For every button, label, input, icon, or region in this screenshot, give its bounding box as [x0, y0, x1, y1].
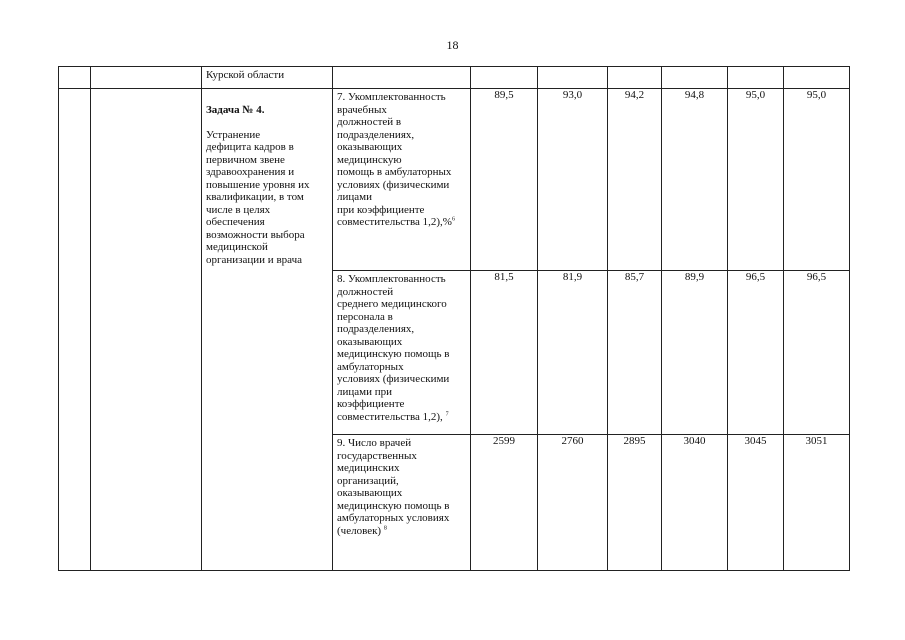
value-cell: 94,2 [608, 89, 662, 271]
empty-cell [538, 67, 608, 89]
region-label: Курской области [206, 69, 285, 81]
value-cell: 89,9 [662, 271, 728, 435]
indicators-table [58, 66, 850, 571]
value-cell: 96,5 [728, 271, 784, 435]
empty-cell [91, 67, 202, 89]
empty-cell [608, 67, 662, 89]
region-label-cell [202, 67, 333, 89]
value-cell: 96,5 [784, 271, 850, 435]
value-cell: 81,5 [471, 271, 538, 435]
value-cell: 85,7 [608, 271, 662, 435]
task-title: Задача № 4. [206, 103, 265, 116]
indicator-cell [333, 271, 471, 435]
value-cell: 2760 [538, 435, 608, 571]
footnote-mark: 8 [383, 524, 387, 531]
empty-cell [662, 67, 728, 89]
footnote-mark: 7 [445, 410, 449, 417]
task-description: Устранение дефицита кадров в первичном звене здравоохранения и повышение уровня их квалификации, в том числе в целях обеспечения возможности выбора медицинской организации и врача [206, 128, 310, 266]
indicator-text: 8. Укомплектованность должностей среднего медицинского персонала в подразделениях, оказывающих медицинскую помощь в амбулаторных условиях (физическими лицами при коэффициенте совместительства 1,2), [337, 273, 450, 423]
empty-cell [728, 67, 784, 89]
value-cell: 89,5 [471, 89, 538, 271]
empty-cell [333, 67, 471, 89]
value-cell: 2895 [608, 435, 662, 571]
task-cell [202, 89, 333, 571]
page-number: 18 [446, 38, 459, 52]
value-cell: 81,9 [538, 271, 608, 435]
table-row [59, 89, 850, 271]
footnote-mark: 6 [451, 216, 455, 223]
empty-cell [471, 67, 538, 89]
indicator-cell [333, 435, 471, 571]
table-row [59, 67, 850, 89]
empty-cell [59, 89, 91, 571]
value-cell: 3045 [728, 435, 784, 571]
value-cell: 93,0 [538, 89, 608, 271]
value-cell: 3040 [662, 435, 728, 571]
empty-cell [59, 67, 91, 89]
value-cell: 95,0 [728, 89, 784, 271]
value-cell: 3051 [784, 435, 850, 571]
value-cell: 2599 [471, 435, 538, 571]
empty-cell [91, 89, 202, 571]
empty-cell [784, 67, 850, 89]
indicator-text: 9. Число врачей государственных медицинских организаций, оказывающих медицинскую помощь в амбулаторных условиях (человек) [337, 437, 450, 537]
value-cell: 95,0 [784, 89, 850, 271]
indicator-text: 7. Укомплектованность врачебных должностей в подразделениях, оказывающих медицинскую помощь в амбулаторных условиях (физическими лицами при коэффициенте совместительства 1,2),% [337, 91, 452, 228]
indicator-cell [333, 89, 471, 271]
value-cell: 94,8 [662, 89, 728, 271]
